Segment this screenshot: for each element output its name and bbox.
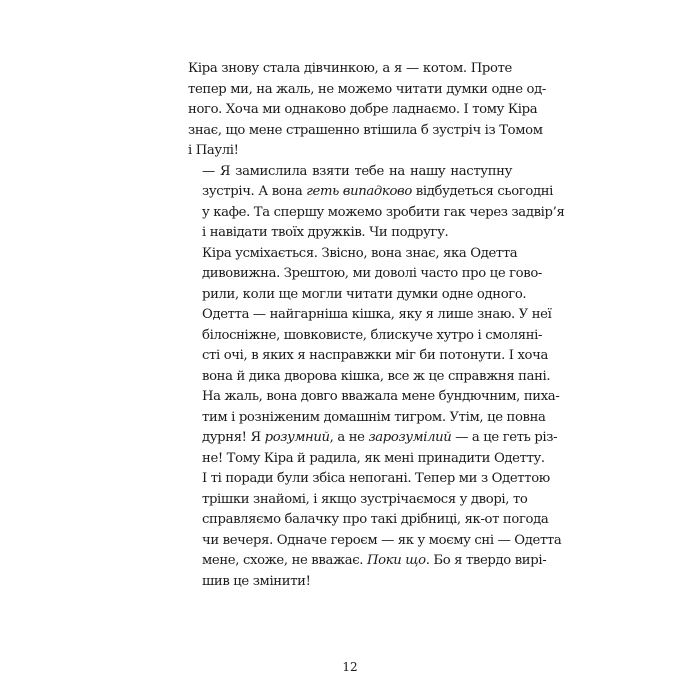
text-line: чи вечеря. Одначе героєм — як у моєму сні — Одетта: [202, 532, 562, 548]
text-line: рили, коли ще могли читати думки одне одного.: [202, 286, 527, 302]
body-text: [188, 59, 565, 592]
text-line: трішки знайомі, і якщо зустрічаємося у дворі, то: [202, 491, 528, 507]
text-line: у кафе. Та спершу можемо зробити гак через задвір’я: [202, 204, 565, 220]
text-line: Кіра усміхається. Звісно, вона знає, яка Одетта: [202, 245, 518, 261]
text-line: ного. Хоча ми однаково добре ладнаємо. І тому Кіра: [188, 102, 538, 117]
paragraph: [188, 162, 565, 244]
text-line: вона й дика дворова кішка, все ж це справжня пані.: [202, 368, 551, 384]
text-line: На жаль, вона довго вважала мене бундючним, пиха-: [202, 389, 560, 404]
text-line: не! Тому Кіра й радила, як мені принадити Одетту.: [202, 450, 545, 466]
text-line: мене, схоже, не вважає. Поки що. Бо я твердо вирі-: [202, 553, 547, 568]
text-line: знає, що мене страшенно втішила б зустріч із Томом: [188, 122, 543, 138]
text-line: дурня! Я розумний, а не зарозумілий — а це геть різ-: [202, 430, 558, 445]
text-line: і навідати твоїх дружків. Чи подругу.: [202, 225, 449, 240]
text-line: справляємо балачку про такі дрібниці, як-от погода: [202, 512, 549, 527]
text-line: білосніжне, шовковисте, блискуче хутро і смоляні-: [202, 327, 543, 343]
text-line: і Паулі!: [188, 143, 239, 158]
text-line: Одетта — найгарніша кішка, яку я лише знаю. У неї: [202, 307, 552, 322]
text-line: тим і розніженим домашнім тигром. Утім, це повна: [202, 409, 546, 425]
paragraph: [188, 59, 547, 162]
text-line: тепер ми, на жаль, не можемо читати думки одне од-: [188, 81, 547, 97]
text-line: Кіра знову стала дівчинкою, а я — котом. Проте: [188, 61, 512, 76]
paragraph: [188, 244, 562, 593]
page-number: 12: [342, 660, 358, 674]
text-line: І ті поради були збіса непогані. Тепер ми з Одеттою: [202, 471, 550, 486]
text-line: шив це змінити!: [202, 573, 311, 589]
text-line: — Я замислила взяти тебе на нашу наступну: [202, 163, 512, 179]
text-line: сті очі, в яких я насправжки міг би потонути. І хоча: [202, 348, 549, 363]
text-line: зустріч. А вона геть випадково відбудеться сьогодні: [202, 184, 554, 199]
text-line: дивовижна. Зрештою, ми доволі часто про це гово-: [202, 266, 543, 281]
